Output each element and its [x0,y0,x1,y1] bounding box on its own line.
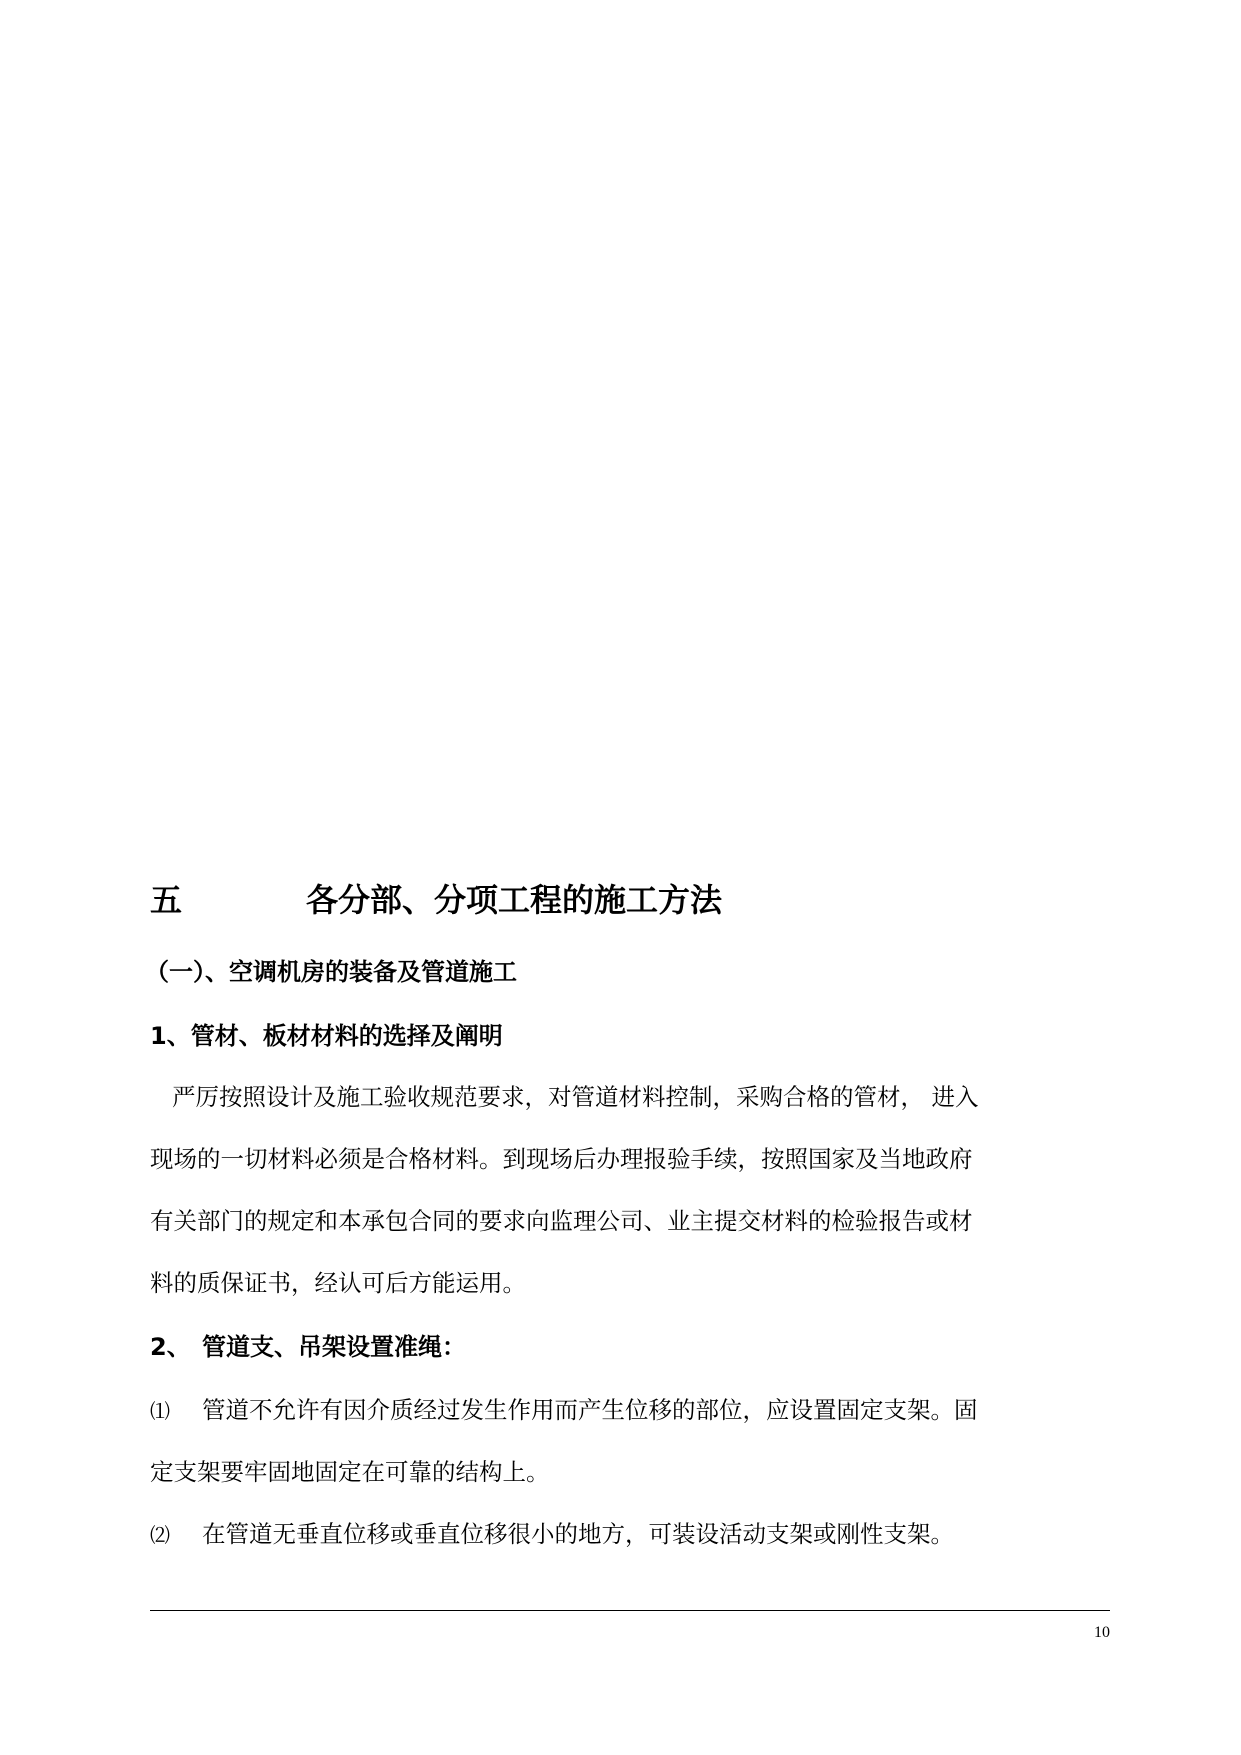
section-heading: （一）、空调机房的装备及管道施工 [145,958,517,986]
paragraph-line: 料的质保证书，经认可后方能运用。 [150,1269,526,1297]
footer-divider [150,1610,1110,1611]
list-item [150,1517,1110,1552]
paragraph-line: 严厉按照设计及施工验收规范要求，对管道材料控制，采购合格的管材， 进入 [172,1083,979,1111]
chapter-number: 五 [150,881,183,919]
paragraph-line: 有关部门的规定和本承包合同的要求向监理公司、业主提交材料的检验报告或材 [150,1207,973,1235]
list-item-text: 管道不允许有因介质经过发生作用而产生位移的部位，应设置固定支架。固 [202,1396,978,1424]
list-item [150,1393,1110,1486]
chapter-heading [150,878,1110,922]
subsection-number: 2、 [150,1333,191,1361]
subsection-heading-supports [150,1330,466,1364]
list-item-text: 在管道无垂直位移或垂直位移很小的地方，可装设活动支架或刚性支架。 [202,1520,954,1548]
chapter-title: 各分部、分项工程的施工方法 [306,881,723,919]
subsection-heading-materials: 1、管材、板材材料的选择及阐明 [150,1022,503,1050]
subsection-title: 管道支、吊架设置准绳： [202,1333,466,1361]
list-marker: ⑴ [150,1399,170,1423]
paragraph-line: 现场的一切材料必须是合格材料。到现场后办理报验手续，按照国家及当地政府 [150,1145,973,1173]
page-number: 10 [1094,1624,1110,1641]
list-item-text: 定支架要牢固地固定在可靠的结构上。 [150,1458,550,1486]
list-marker: ⑵ [150,1523,170,1547]
